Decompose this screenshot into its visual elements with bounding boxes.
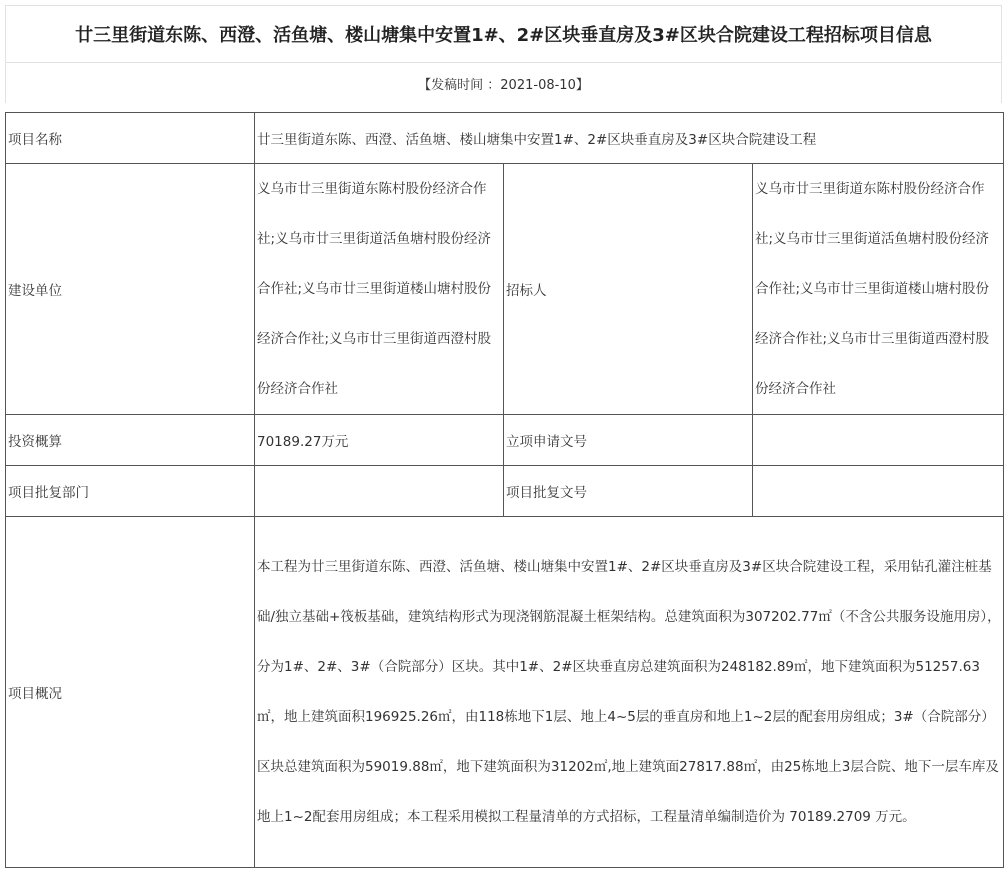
table-row-project-name	[6, 113, 1004, 164]
value-project-name: 廿三里街道东陈、西澄、活鱼塘、楼山塘集中安置1#、2#区块垂直房及3#区块合院建设工程	[255, 113, 1004, 164]
page-title: 廿三里街道东陈、西澄、活鱼塘、楼山塘集中安置1#、2#区块垂直房及3#区块合院建设工程招标项目信息	[75, 25, 932, 46]
table-row-approval-dept	[6, 466, 1004, 517]
value-approval-reply-no	[753, 466, 1004, 517]
label-approval-doc-no: 立项申请文号	[504, 415, 753, 466]
label-builder: 建设单位	[6, 164, 255, 415]
value-approval-dept	[255, 466, 504, 517]
table-row-investment	[6, 415, 1004, 466]
table-row-builder	[6, 164, 1004, 415]
table-row-overview	[6, 517, 1004, 868]
label-tenderer: 招标人	[504, 164, 753, 415]
publish-date: 【发稿时间 ：2021-08-10】	[5, 63, 1002, 103]
label-project-name: 项目名称	[6, 113, 255, 164]
label-investment: 投资概算	[6, 415, 255, 466]
label-overview: 项目概况	[6, 517, 255, 868]
label-approval-reply-no: 项目批复文号	[504, 466, 753, 517]
value-overview: 本工程为廿三里街道东陈、西澄、活鱼塘、楼山塘集中安置1#、2#区块垂直房及3#区块合院建设工程，采用钻孔灌注桩基础/独立基础+筏板基础，建筑结构形式为现浇钢筋混凝土框架结构。总建筑面积为307202.77㎡（不含公共服务设施用房），分为1#、2#、3#（合院部分）区块。其中1#、2#区块垂直房总建筑面积为248182.89㎡，地下建筑面积为51257.63㎡，地上建筑面积196925.26㎡，由118栋地下1层、地上4~5层的垂直房和地上1~2层的配套用房组成；3#（合院部分）区块总建筑面积为59019.88㎡，地下建筑面积为31202㎡,地上建筑面27817.88㎡，由25栋地上3层合院、地下一层车库及地上1~2配套用房组成；本工程采用模拟工程量清单的方式招标，工程量清单编制造价为 70189.2709 万元。	[255, 517, 1004, 868]
value-approval-doc-no	[753, 415, 1004, 466]
label-approval-dept: 项目批复部门	[6, 466, 255, 517]
value-tenderer: 义乌市廿三里街道东陈村股份经济合作社;义乌市廿三里街道活鱼塘村股份经济合作社;义乌市廿三里街道楼山塘村股份经济合作社;义乌市廿三里街道西澄村股份经济合作社	[753, 164, 1004, 415]
value-investment: 70189.27万元	[255, 415, 504, 466]
project-info-table	[5, 112, 1004, 868]
value-builder: 义乌市廿三里街道东陈村股份经济合作社;义乌市廿三里街道活鱼塘村股份经济合作社;义乌市廿三里街道楼山塘村股份经济合作社;义乌市廿三里街道西澄村股份经济合作社	[255, 164, 504, 415]
title-box	[5, 5, 1002, 63]
